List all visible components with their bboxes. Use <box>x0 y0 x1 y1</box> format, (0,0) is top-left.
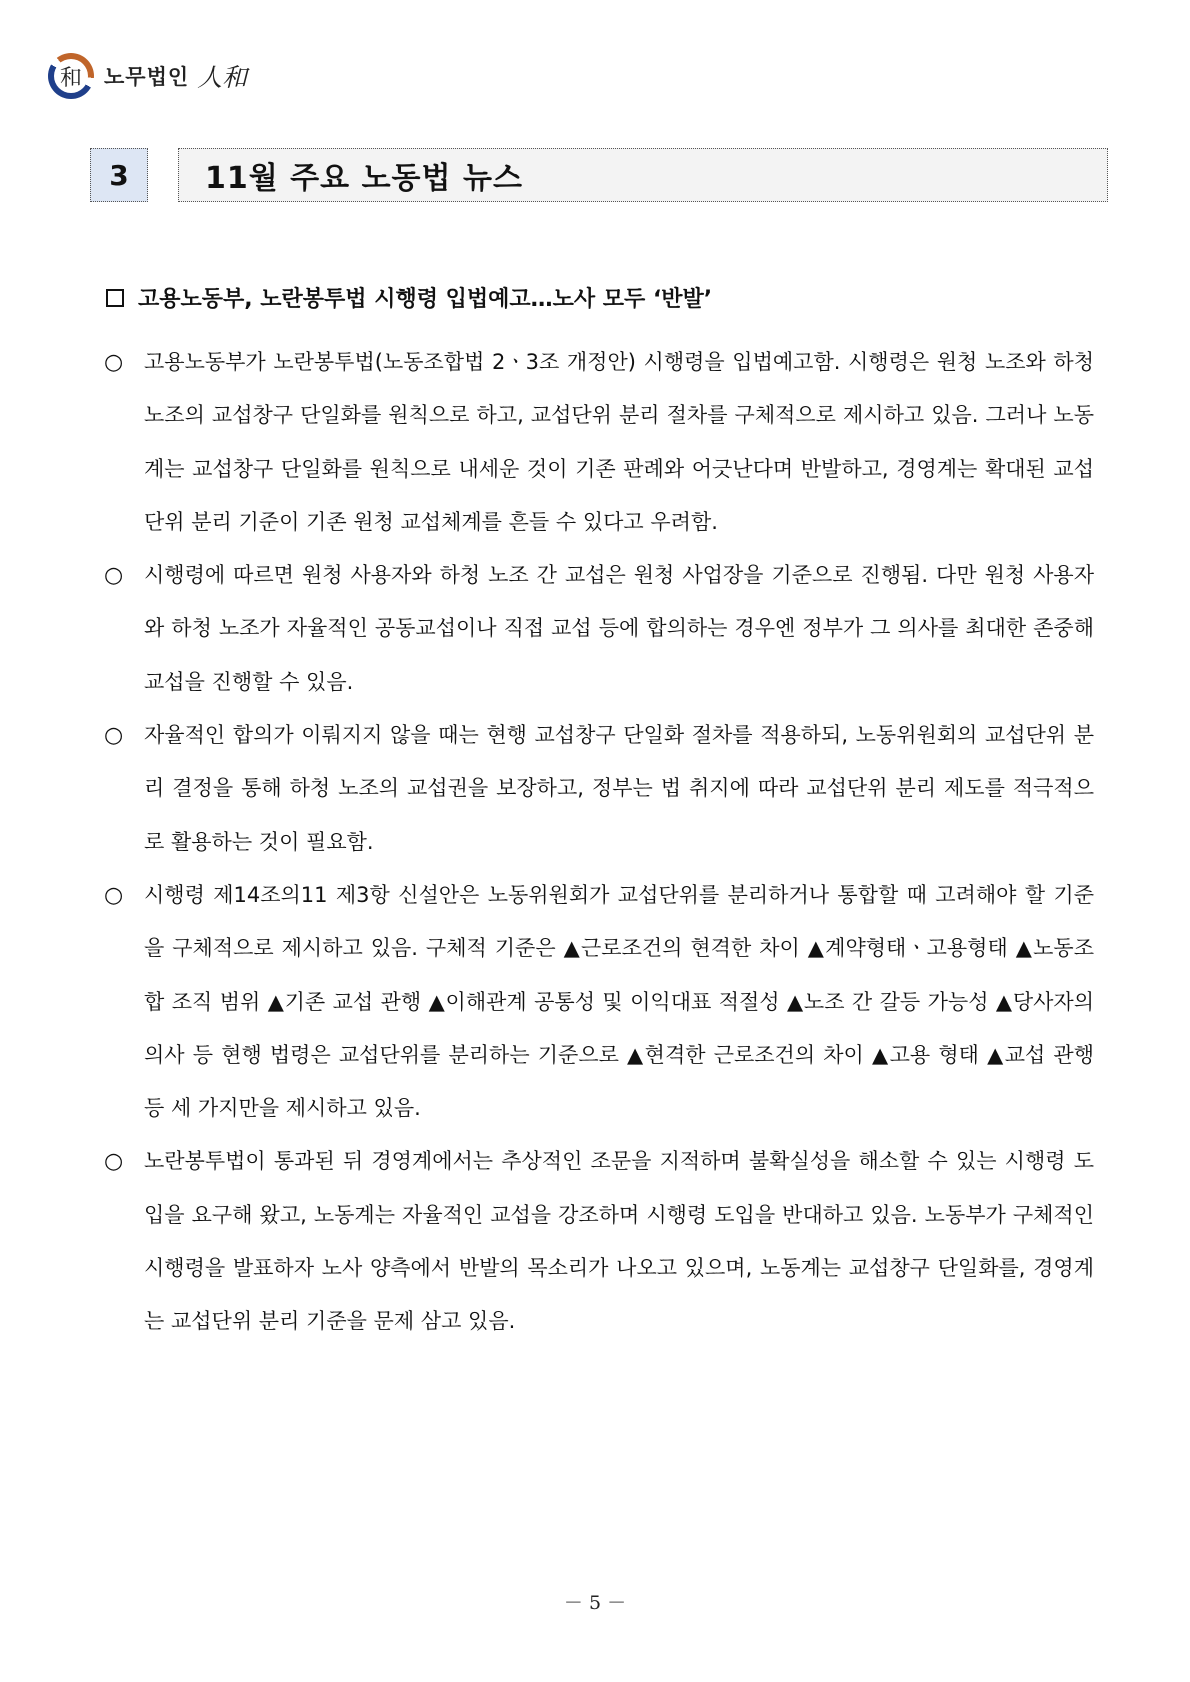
article-body <box>104 336 1094 1349</box>
circle-bullet-icon: ○ <box>104 350 124 375</box>
section-title: 11월 주요 노동법 뉴스 <box>178 148 1108 202</box>
article-heading-text: 고용노동부, 노란봉투법 시행령 입법예고…노사 모두 ‘반발’ <box>138 287 713 312</box>
paragraph-4 <box>104 869 1094 1135</box>
circle-bullet-icon: ○ <box>104 723 124 749</box>
org-hanja: 人和 <box>197 63 248 92</box>
page-number: － 5 － <box>563 1592 627 1614</box>
paragraph-text: 노란봉투법이 통과된 뒤 경영계에서는 추상적인 조문을 지적하며 불확실성을 해소할 수 있는 시행령 도입을 요구해 왔고, 노동계는 자율적인 교섭을 강조하며 시행령 도입을 반대하고 있음. 노동부가 구체적인 시행령을 발표하자 노사 양측에서 반발의 목소리가 나오고 있으며, 노동계는 교섭창구 단일화를, 경영계는 교섭단위 분리 기준을 문제 삼고 있음. <box>144 1149 1094 1334</box>
circle-bullet-icon: ○ <box>104 1149 124 1175</box>
paragraph-text: 고용노동부가 노란봉투법(노동조합법 2ㆍ3조 개정안) 시행령을 입법예고함. 시행령은 원청 노조와 하청 노조의 교섭창구 단일화를 원칙으로 하고, 교섭단위 분리 절차를 구체적으로 제시하고 있음. 그러나 노동계는 교섭창구 단일화를 원칙으로 내세운 것이 기존 판례와 어긋난다며 반발하고, 경영계는 확대된 교섭단위 분리 기준이 기존 원청 교섭체계를 흔들 수 있다고 우려함. <box>144 350 1094 534</box>
paragraph-1 <box>104 336 1094 549</box>
logo-emblem-char: 和 <box>54 59 88 93</box>
paragraph-text: 시행령에 따르면 원청 사용자와 하청 노조 간 교섭은 원청 사업장을 기준으로 진행됨. 다만 원청 사용자와 하청 노조가 자율적인 공동교섭이나 직접 교섭 등에 합의하는 경우엔 정부가 그 의사를 최대한 존중해 교섭을 진행할 수 있음. <box>144 563 1094 694</box>
paragraph-3 <box>104 709 1094 869</box>
logo-emblem-icon <box>48 53 94 99</box>
company-logo <box>48 50 247 102</box>
paragraph-5 <box>104 1135 1094 1348</box>
article-heading <box>106 282 712 313</box>
paragraph-text: 시행령 제14조의11 제3항 신설안은 노동위원회가 교섭단위를 분리하거나 통합할 때 고려해야 할 기준을 구체적으로 제시하고 있음. 구체적 기준은 ▲근로조건의 현격한 차이 ▲계약형태ㆍ고용형태 ▲노동조합 조직 범위 ▲기존 교섭 관행 ▲이해관계 공통성 및 이익대표 적절성 ▲노조 간 갈등 가능성 ▲당사자의 의사 등 현행 법령은 교섭단위를 분리하는 기준으로 ▲현격한 근로조건의 차이 ▲고용 형태 ▲교섭 관행 등 세 가지만을 제시하고 있음. <box>144 882 1094 1121</box>
circle-bullet-icon: ○ <box>104 563 124 589</box>
section-number: 3 <box>90 148 148 202</box>
paragraph-2 <box>104 549 1094 709</box>
paragraph-text: 자율적인 합의가 이뤄지지 않을 때는 현행 교섭창구 단일화 절차를 적용하되, 노동위원회의 교섭단위 분리 결정을 통해 하청 노조의 교섭권을 보장하고, 정부는 법 취지에 따라 교섭단위 분리 제도를 적극적으로 활용하는 것이 필요함. <box>144 723 1094 854</box>
square-bullet-icon <box>106 289 124 307</box>
circle-bullet-icon: ○ <box>104 882 124 908</box>
org-name: 노무법인 <box>104 65 190 89</box>
